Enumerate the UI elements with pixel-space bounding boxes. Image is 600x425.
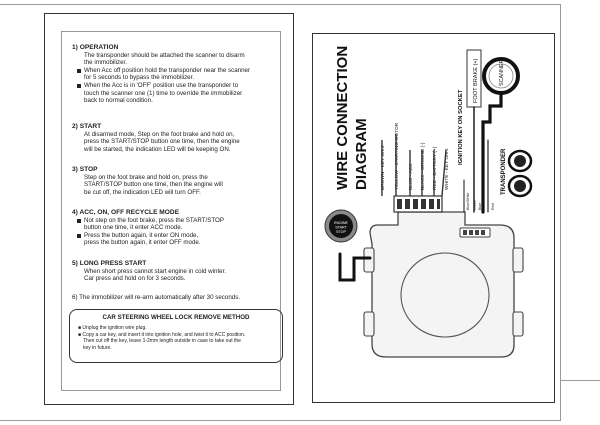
- small-wire-label: Blue: [478, 202, 482, 210]
- transponder-label: TRANSPONDER: [501, 148, 507, 195]
- button-label-stop: STOP: [336, 230, 346, 234]
- wire-label-yellow: YELLOW - STARTING MOTOR: [395, 122, 400, 190]
- diagram-title-line2: DIAGRAM: [353, 118, 370, 190]
- wire-labels: [380, 122, 450, 190]
- wheel-lock-line: key in future.: [83, 344, 112, 351]
- operation-bullet-line: for 5 seconds to bypass the immobilizer.: [84, 74, 195, 82]
- wire-label-red: RED - BATTERY (+): [433, 146, 438, 190]
- small-wire-labels: [466, 193, 495, 210]
- foot-brake: [467, 50, 481, 107]
- acc-title: 4) ACC, ON, OFF RECYCLE MODE: [72, 209, 180, 216]
- button-label-engine: ENGINE: [334, 221, 348, 225]
- diagram-title: [334, 46, 370, 190]
- scanner: [484, 59, 518, 93]
- wire-label-black: BLACK - GROUND (-): [421, 142, 426, 190]
- start-line: At disarmed mode, Step on the foot brake and hold on,: [84, 130, 235, 138]
- foot-brake-label: FOOT BRAKE (+): [473, 58, 479, 103]
- operation-text-line: the immobilizer.: [84, 59, 127, 67]
- acc-bullet-line: Not step on the foot brake, press the START/STOP: [72, 217, 282, 225]
- wheel-lock-line: ■ Unplug the ignition wire plug.: [78, 325, 147, 331]
- start-line: will be started, the indication LED will be keeping ON.: [84, 145, 231, 153]
- wire-label-brown: BROWN - KEY ON 2: [381, 145, 386, 190]
- stop-line: START/STOP button one time, then the engine will: [84, 181, 223, 189]
- wire-label-white: WHITE - KEY ON 1: [445, 148, 450, 190]
- operation-bullet-line: When the Acc is in 'OFF' position use the transponder to: [72, 82, 282, 90]
- operation-bullet-line: back to normal condition.: [84, 97, 153, 105]
- wire-label-blue: BLUE - ACC: [409, 163, 414, 190]
- button-label-start: START: [335, 225, 347, 230]
- ignition-connector: [394, 196, 442, 212]
- engine-start-stop-button: [325, 210, 357, 242]
- long-press-line: When short press cannot start engine in cold winter.: [84, 267, 227, 275]
- operation-bullet-line: When Acc off position hold the transponder near the scanner: [72, 67, 282, 75]
- acc-bullet-line: Press the button again, it enter ON mode,: [72, 232, 282, 240]
- start-title: 2) START: [72, 123, 102, 130]
- long-press-line: Car press and hold on for 3 seconds.: [84, 275, 186, 283]
- ignition-socket-label: IGNITION KEY ON SOCKET: [458, 89, 464, 165]
- stop-line: Step on the foot brake and hold on, press the: [84, 173, 208, 181]
- acc-bullet-line: press the button again, it enter OFF mode.: [84, 239, 201, 247]
- stop-line: be cut off, the indication LED will turn OFF.: [84, 188, 201, 196]
- scanner-label: SCANNER: [499, 59, 505, 86]
- small-wire-label: Blue/White: [466, 192, 470, 210]
- start-line: press the START/STOP button one time, then the engine: [84, 138, 240, 146]
- long-press-title: 5) LONG PRESS START: [72, 260, 147, 267]
- acc-bullet-line: button one time, it enter ACC mode.: [84, 224, 183, 232]
- diagram-title-line1: WIRE CONNECTION: [334, 45, 351, 190]
- operation-bullet-line: touch the scanner one (1) time to override the immobilizer: [84, 89, 243, 97]
- rearm-text: 6) The immobilizer will re-arm automatically after 30 seconds.: [72, 294, 241, 301]
- wheel-lock-line: Then cut off the key, leave 1-2mm length outside in case to take out the: [83, 338, 241, 344]
- operation-text-line: The transponder should be attached the scanner to disarm: [84, 51, 245, 59]
- small-wire-label: Green: [473, 200, 477, 210]
- wheel-lock-title: CAR STEERING WHEEL LOCK REMOVE METHOD: [102, 314, 250, 321]
- control-module: [364, 212, 523, 357]
- stop-title: 3) STOP: [72, 166, 98, 173]
- small-wire-label: Red: [491, 203, 495, 210]
- wheel-lock-line: ■ Copy a car key, and insert it into ignition hole, and twist it to ACC position.: [78, 331, 246, 338]
- transponder: [501, 148, 531, 196]
- operation-title: 1) OPERATION: [72, 44, 119, 51]
